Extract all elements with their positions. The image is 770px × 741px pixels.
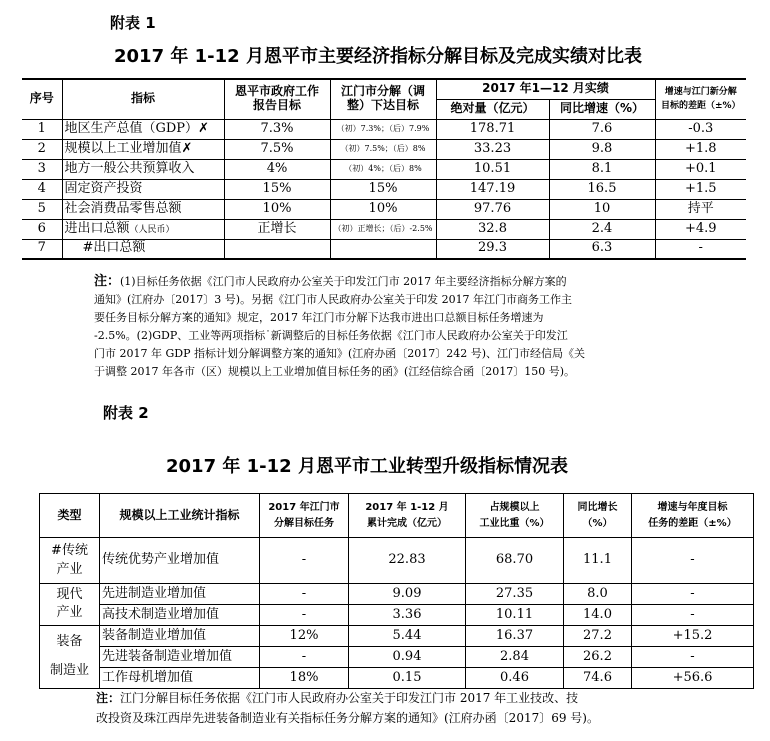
row-gap: -	[632, 647, 754, 668]
table-row	[40, 584, 754, 605]
row-jiangmen-target: （初）7.3%；（后）7.9%	[330, 119, 436, 139]
row-target: 15%	[224, 179, 330, 199]
row-absolute: 32.8	[436, 219, 549, 239]
row-name: 先进装备制造业增加值	[100, 647, 260, 668]
row-seq: 1	[22, 119, 62, 139]
row-jiangmen-target: 15%	[330, 179, 436, 199]
row-name: 装备制造业增加值	[100, 626, 260, 647]
row-gap: +0.1	[655, 159, 746, 179]
annex2-table	[39, 493, 754, 689]
row-share: 2.84	[466, 647, 564, 668]
row-yoy: 9.8	[549, 139, 655, 159]
row-yoy: 16.5	[549, 179, 655, 199]
row-target: -	[260, 538, 349, 584]
row-yoy: 2.4	[549, 219, 655, 239]
row-absolute: 29.3	[436, 239, 549, 259]
note-line: 于调整 2017 年各市（区）规模以上工业增加值目标任务的函》(江经信综合函〔2017〕150 号)。	[94, 365, 576, 378]
table-row	[22, 139, 746, 159]
row-gap: -0.3	[655, 119, 746, 139]
header-indicator: 指标	[62, 79, 224, 119]
row-name: 工作母机增加值	[100, 668, 260, 689]
note-line: 通知》(江府办〔2017〕3 号)。另据《江门市人民政府办公室关于印发 2017 年江门市商务工作主	[94, 293, 573, 306]
row-gap: -	[632, 538, 754, 584]
row-cumulative: 5.44	[349, 626, 466, 647]
header-actual-group: 2017 年1—12 月实绩	[436, 79, 655, 99]
table-row	[40, 668, 754, 689]
row-cumulative: 9.09	[349, 584, 466, 605]
row-seq: 6	[22, 219, 62, 239]
header-absolute: 绝对量（亿元）	[436, 99, 549, 119]
row-yoy: 8.0	[564, 584, 632, 605]
annex1-label: 附表 1	[110, 14, 156, 32]
header-enping-target: 恩平市政府工作 报告目标	[224, 79, 330, 119]
row-cumulative: 22.83	[349, 538, 466, 584]
row-target: 18%	[260, 668, 349, 689]
row-yoy: 8.1	[549, 159, 655, 179]
row-jiangmen-target: （初）正增长；（后）-2.5%	[330, 219, 436, 239]
row-absolute: 178.71	[436, 119, 549, 139]
row-yoy: 11.1	[564, 538, 632, 584]
row-seq: 5	[22, 199, 62, 219]
header-gap: 增速与年度目标 任务的差距（±%）	[632, 494, 754, 538]
row-name: 先进制造业增加值	[100, 584, 260, 605]
type-equipment: 装备 制造业	[40, 626, 100, 689]
row-seq: 7	[22, 239, 62, 259]
row-target: 4%	[224, 159, 330, 179]
annex1-title: 2017 年 1-12 月恩平市主要经济指标分解目标及完成实绩对比表	[114, 46, 642, 67]
row-absolute: 33.23	[436, 139, 549, 159]
row-share: 27.35	[466, 584, 564, 605]
row-yoy: 6.3	[549, 239, 655, 259]
row-target	[224, 239, 330, 259]
annex1-note	[94, 273, 714, 381]
row-jiangmen-target	[330, 239, 436, 259]
row-yoy: 26.2	[564, 647, 632, 668]
type-traditional: #传统 产业	[40, 538, 100, 584]
row-name: 地方一般公共预算收入	[62, 159, 224, 179]
row-name: 进出口总额（人民币）	[62, 219, 224, 239]
row-name: #出口总额	[62, 239, 224, 259]
row-seq: 4	[22, 179, 62, 199]
row-yoy: 14.0	[564, 605, 632, 626]
row-target: 7.5%	[224, 139, 330, 159]
header-jiangmen-target: 江门市分解（调 整）下达目标	[330, 79, 436, 119]
row-share: 0.46	[466, 668, 564, 689]
row-gap: +15.2	[632, 626, 754, 647]
header-yoy: 同比增长 （%）	[564, 494, 632, 538]
header-gap: 增速与江门新分解 目标的差距（±%）	[655, 79, 746, 119]
row-name: 规模以上工业增加值✗	[62, 139, 224, 159]
x-mark: ✗	[181, 140, 193, 156]
row-absolute: 10.51	[436, 159, 549, 179]
row-seq: 2	[22, 139, 62, 159]
annex1-table	[22, 78, 746, 260]
row-gap: +1.5	[655, 179, 746, 199]
note-label: 注：	[94, 274, 121, 289]
row-target: 12%	[260, 626, 349, 647]
table-row	[22, 199, 746, 219]
table-row	[22, 179, 746, 199]
row-yoy: 74.6	[564, 668, 632, 689]
note-line: 门市 2017 年 GDP 指标计划分解调整方案的通知》(江府办函〔2017〕242 号)、江门市经信局《关	[94, 347, 586, 360]
row-jiangmen-target: （初）7.5%；（后）8%	[330, 139, 436, 159]
header-share: 占规模以上 工业比重（%）	[466, 494, 564, 538]
row-target: 10%	[224, 199, 330, 219]
row-name: 固定资产投资	[62, 179, 224, 199]
row-target: -	[260, 647, 349, 668]
table-row	[40, 626, 754, 647]
annex2-title: 2017 年 1-12 月恩平市工业转型升级指标情况表	[166, 456, 568, 477]
row-yoy: 7.6	[549, 119, 655, 139]
x-mark: ✗	[198, 120, 209, 136]
row-cumulative: 0.15	[349, 668, 466, 689]
table-row	[40, 538, 754, 584]
row-share: 16.37	[466, 626, 564, 647]
row-cumulative: 0.94	[349, 647, 466, 668]
note-line: 江门分解目标任务依据《江门市人民政府办公室关于印发江门市 2017 年工业技改、技	[120, 691, 579, 705]
annex2-note	[96, 688, 756, 728]
row-gap: +4.9	[655, 219, 746, 239]
table-row	[22, 119, 746, 139]
note-line: 要任务目标分解方案的通知》规定，2017 年江门市分解下达我市进出口总额目标任务增速为	[94, 311, 544, 324]
note-line: 改投资及珠江西岸先进装备制造业有关指标任务分解方案的通知》(江府办函〔2017〕69 号)。	[96, 711, 599, 725]
header-indicator: 规模以上工业统计指标	[100, 494, 260, 538]
row-gap: -	[655, 239, 746, 259]
row-jiangmen-target: （初）4%；（后）8%	[330, 159, 436, 179]
note-line: -2.5%。(2)GDP、工业等两项指标˙新调整后的目标任务依据《江门市人民政府办公室关于印发江	[94, 329, 568, 342]
row-absolute: 147.19	[436, 179, 549, 199]
row-name: 传统优势产业增加值	[100, 538, 260, 584]
name-suffix: （人民币）	[129, 224, 175, 235]
table-row	[22, 159, 746, 179]
header-jiangmen-target: 2017 年江门市 分解目标任务	[260, 494, 349, 538]
row-jiangmen-target: 10%	[330, 199, 436, 219]
row-share: 10.11	[466, 605, 564, 626]
row-gap: -	[632, 584, 754, 605]
row-gap: +56.6	[632, 668, 754, 689]
row-target: -	[260, 584, 349, 605]
row-gap: -	[632, 605, 754, 626]
row-seq: 3	[22, 159, 62, 179]
row-yoy: 10	[549, 199, 655, 219]
header-type: 类型	[40, 494, 100, 538]
row-cumulative: 3.36	[349, 605, 466, 626]
row-gap: 持平	[655, 199, 746, 219]
row-gap: +1.8	[655, 139, 746, 159]
row-target: 正增长	[224, 219, 330, 239]
type-modern: 现代 产业	[40, 584, 100, 626]
table-row	[40, 605, 754, 626]
header-yoy: 同比增速（%）	[549, 99, 655, 119]
note-label: 注：	[96, 691, 121, 705]
row-name: 社会消费品零售总额	[62, 199, 224, 219]
annex2-label: 附表 2	[103, 404, 149, 422]
row-name: 高技术制造业增加值	[100, 605, 260, 626]
header-cumulative: 2017 年 1-12 月 累计完成（亿元）	[349, 494, 466, 538]
row-target: 7.3%	[224, 119, 330, 139]
row-absolute: 97.76	[436, 199, 549, 219]
table-row	[40, 647, 754, 668]
header-seq: 序号	[22, 79, 62, 119]
row-target: -	[260, 605, 349, 626]
row-yoy: 27.2	[564, 626, 632, 647]
table-row	[22, 219, 746, 239]
row-name: 地区生产总值（GDP）✗	[62, 119, 224, 139]
row-share: 68.70	[466, 538, 564, 584]
table-row	[22, 239, 746, 259]
note-line: (1)目标任务依据《江门市人民政府办公室关于印发江门市 2017 年主要经济指标分解方案的	[120, 275, 567, 288]
